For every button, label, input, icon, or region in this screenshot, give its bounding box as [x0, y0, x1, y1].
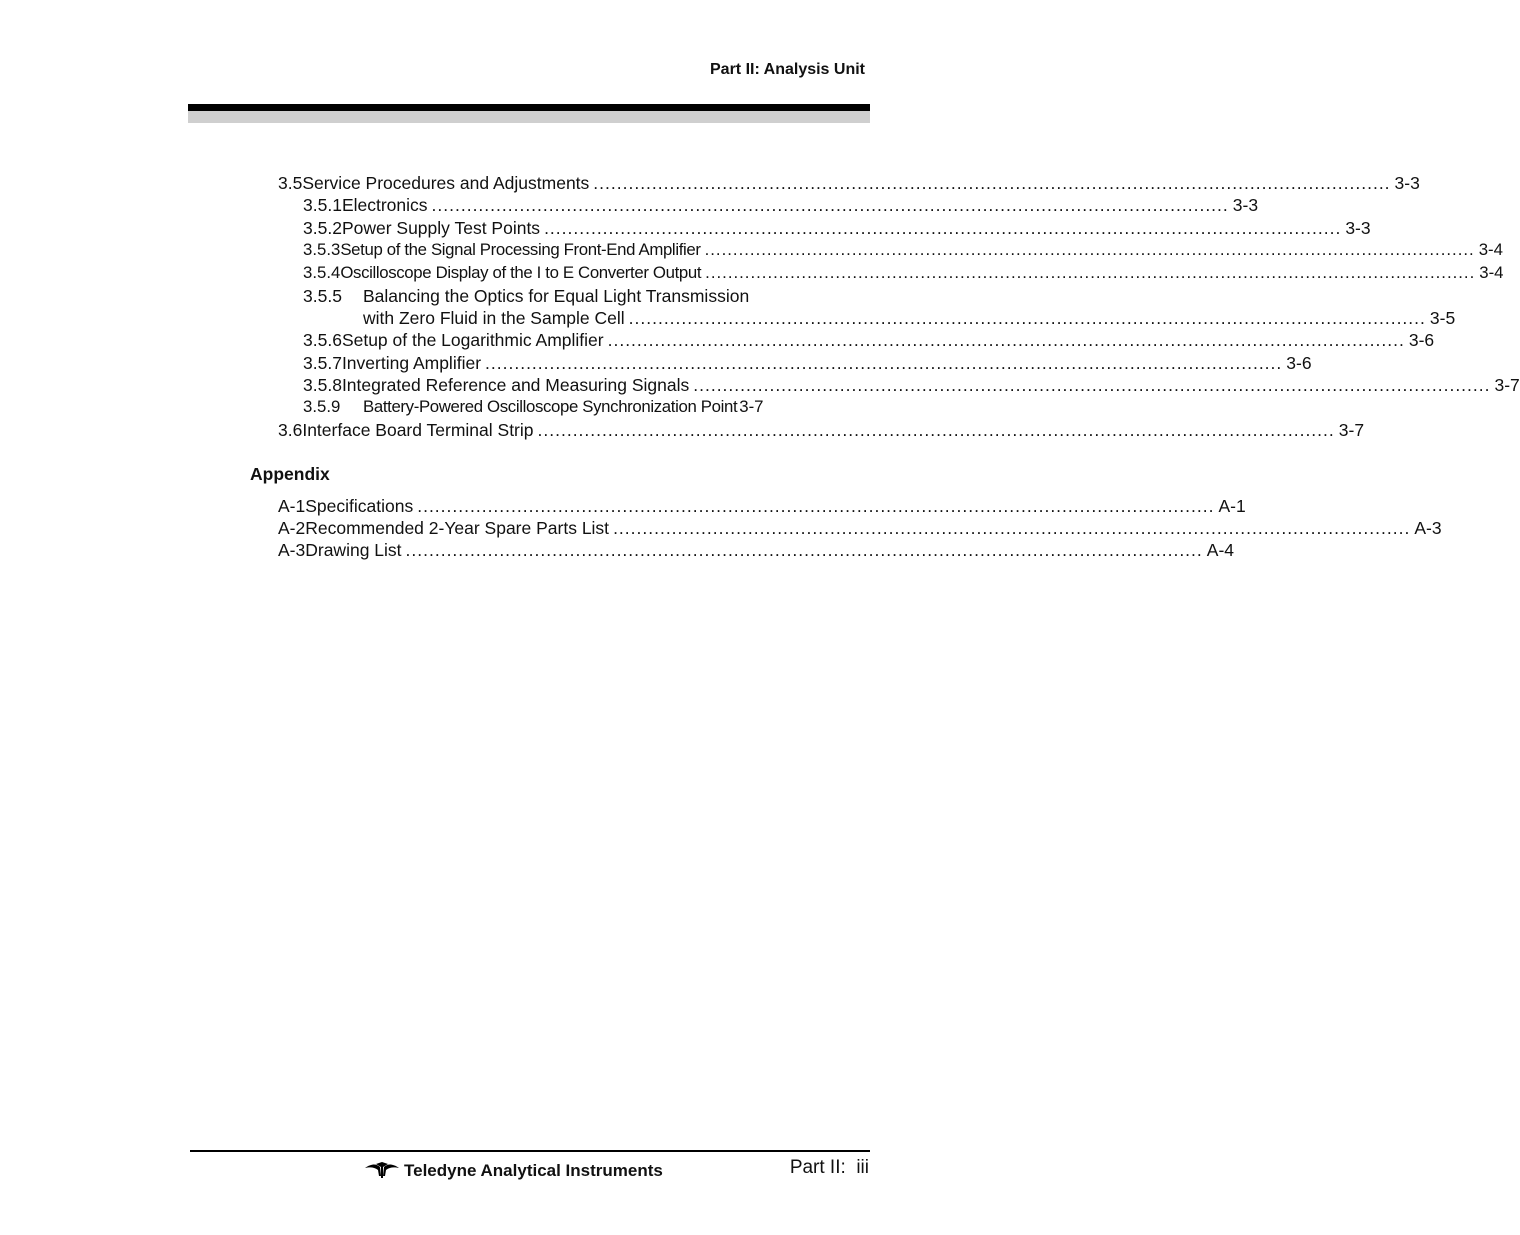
teledyne-logo-icon	[364, 1161, 400, 1179]
toc-entry-3-5-4[interactable]	[303, 262, 1504, 284]
toc-leader: ........................................................................................................................................	[705, 263, 1476, 282]
toc-entry-3-5-1[interactable]	[303, 194, 1259, 216]
toc-leader: ........................................................................................................................................	[607, 330, 1405, 350]
toc-title: Setup of the Signal Processing Front-End Amplifier	[340, 240, 701, 259]
toc-title-continued: with Zero Fluid in the Sample Cell	[363, 308, 625, 328]
toc-number: A-2	[278, 518, 306, 538]
toc-page: A-1	[1218, 496, 1246, 516]
toc-page: A-3	[1414, 518, 1442, 538]
toc-number: 3.5.4	[303, 263, 341, 282]
toc-entry-3-6[interactable]	[278, 419, 1365, 441]
toc-number: 3.5.9	[303, 397, 341, 416]
running-header: Part II: Analysis Unit	[710, 61, 865, 78]
toc-entry-3-5[interactable]	[278, 172, 1420, 194]
toc-page: 3-4	[1479, 263, 1504, 282]
toc-number: A-3	[278, 540, 306, 560]
toc-leader: ........................................................................................................................................	[613, 518, 1411, 538]
toc-title: Oscilloscope Display of the I to E Converter Output	[340, 263, 702, 282]
toc-leader: ........................................................................................................................................	[485, 353, 1283, 373]
toc-entry-a-3[interactable]	[278, 539, 1235, 561]
appendix-heading: Appendix	[250, 464, 330, 484]
toc-entry-a-1[interactable]	[278, 495, 1246, 517]
toc-page: 3-3	[1232, 195, 1259, 215]
footer-rule	[190, 1150, 870, 1152]
toc-entry-3-5-2[interactable]	[303, 217, 1371, 239]
toc-number: 3.5.1	[303, 195, 342, 215]
toc-number: 3.5.6	[303, 330, 342, 350]
toc-title: Electronics	[341, 195, 428, 215]
toc-number: A-1	[278, 496, 306, 516]
toc-entry-3-5-3[interactable]	[303, 239, 1503, 261]
toc-number: 3.5.2	[303, 218, 342, 238]
header-rule-black	[188, 104, 870, 111]
toc-leader: ........................................................................................................................................	[405, 540, 1203, 560]
toc-entry-3-5-5-continued[interactable]	[363, 307, 1456, 329]
toc-leader: ........................................................................................................................................	[593, 173, 1391, 193]
page-number: Part II: iii	[789, 1157, 869, 1178]
toc-entry-a-2[interactable]	[278, 517, 1442, 539]
toc-entry-3-5-6[interactable]	[303, 329, 1435, 351]
toc-title: Integrated Reference and Measuring Signals	[341, 375, 690, 395]
toc-title: Balancing the Optics for Equal Light Transmission	[363, 286, 750, 306]
toc-leader: ........................................................................................................................................	[693, 375, 1491, 395]
toc-page: 3-7	[1338, 420, 1365, 440]
toc-title: Battery-Powered Oscilloscope Synchronization Point	[363, 397, 738, 416]
toc-number: 3.5.8	[303, 375, 342, 395]
toc-page: 3-5	[1429, 308, 1456, 328]
toc-title: Interface Board Terminal Strip	[302, 420, 534, 440]
toc-leader: ........................................................................................................................................	[537, 420, 1335, 440]
toc-entry-3-5-8[interactable]	[303, 374, 1520, 396]
toc-entry-3-5-5[interactable]	[303, 285, 812, 307]
toc-title: Recommended 2-Year Spare Parts List	[305, 518, 610, 538]
toc-page: A-4	[1206, 540, 1235, 560]
toc-entry-3-5-9[interactable]	[303, 396, 812, 418]
toc-page: 3-6	[1408, 330, 1435, 350]
toc-leader: ........................................................................................................................................	[431, 195, 1229, 215]
toc-page: 3-3	[1345, 218, 1371, 238]
footer-company: Teledyne Analytical Instruments	[404, 1161, 663, 1180]
toc-page: 3-4	[1478, 240, 1503, 259]
toc-leader: ........................................................................................................................................	[704, 240, 1475, 259]
toc-leader: ........................................................................................................................................	[628, 308, 1426, 328]
toc-page: 3-7	[1494, 375, 1520, 395]
header-rule-gray	[188, 111, 870, 123]
toc-title: Setup of the Logarithmic Amplifier	[341, 330, 604, 350]
toc-number: 3.5.5	[303, 286, 342, 306]
toc-number: 3.5.7	[303, 353, 342, 373]
toc-title: Specifications	[305, 496, 414, 516]
toc-number: 3.6	[278, 420, 303, 440]
toc-title: Drawing List	[305, 540, 402, 560]
toc-page: 3-3	[1394, 173, 1420, 193]
toc-title: Service Procedures and Adjustments	[302, 173, 590, 193]
toc-page: 3-7	[739, 397, 764, 416]
toc-title: Inverting Amplifier	[341, 353, 482, 373]
toc-entry-3-5-7[interactable]	[303, 352, 1312, 374]
toc-page: 3-6	[1286, 353, 1312, 373]
toc-number: 3.5	[278, 173, 303, 193]
toc-number: 3.5.3	[303, 240, 341, 259]
toc-leader: ........................................................................................................................................	[417, 496, 1215, 516]
toc-title: Power Supply Test Points	[341, 218, 541, 238]
toc-leader: ........................................................................................................................................	[544, 218, 1342, 238]
